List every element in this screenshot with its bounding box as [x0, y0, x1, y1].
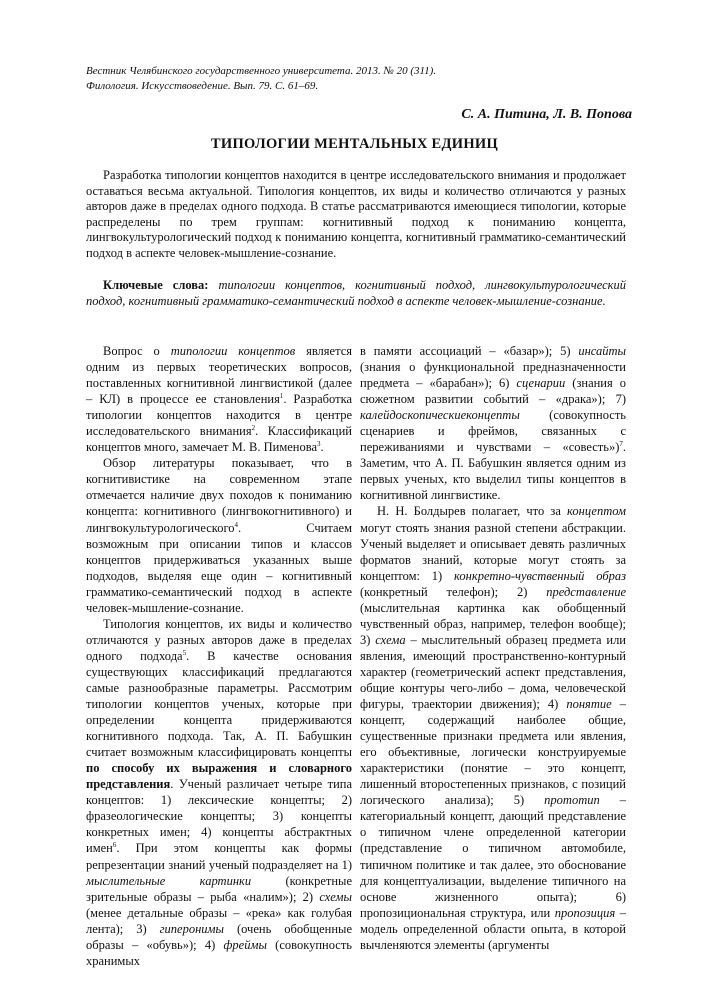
left-column	[86, 343, 352, 969]
journal-line-2: Филология. Искусствоведение. Вып. 79. С. 61–69.	[86, 80, 319, 92]
authors: С. А. Питина, Л. В. Попова	[461, 107, 632, 122]
abstract: Разработка типологии концептов находится в центре исследовательского внимания и продолжает оставаться весьма актуальной. Типология концептов, их виды и количество отличаются у разных авторов даже в пределах одного подхода. В статье рассматриваются имеющиеся типологии, которые распределены по трем группам: когнитивный подход к пониманию концепта, лингвокультурологический подход к пониманию концепта, когнитивный грамматико-семантический подход в аспекте человек-мышление-сознание.	[86, 168, 626, 260]
right-paragraph-2: Н. Н. Болдырев полагает, что за концептом могут стоять знания разной степени абстракции. Ученый выделяет и описывает девять различных форматов знаний, которые могут стоять за концептом: 1) конкретно-чувственный образ (конкретный телефон); 2) представление (мыслительная картинка как обобщенный чувственный образ, например, телефон вообще); 3) схема – мыслительный образец предмета или явления, имеющий пространственно-контурный характер (геометрический аспект представления, общие контуры чего-либо – дома, человеческой фигуры, траектории движения); 4) понятие – концепт, содержащий наиболее общие, существенные признаки предмета или явления, его объективные, логически конструируемые характеристики (понятие – это концепт, лишенный второстепенных признаков, с позиций логического анализа); 5) прототип – категориальный концепт, дающий представление о типичном члене определенной категории (представление о типичном автомобиле, типичном политике и так далее, это обоснование для концептуализации, выделение типичного на основе жизненного опыта); 6) пропозициональная структура, или пропозиция – модель определенной области опыта, в которой вычленяются элементы (аргументы	[360, 504, 627, 952]
journal-citation	[86, 64, 646, 94]
keywords-label: Ключевые слова:	[103, 278, 209, 292]
left-paragraph-1: Вопрос о типологии концептов является одним из первых теоретических вопросов, поставленных когнитивной лингвистикой (далее – КЛ) в процессе ее становления$^1$. Разработка типологии концептов находится в центре исследовательского внимания$^2$. Классификаций концептов много, замечает М. В. Пименова$^3$.	[86, 344, 353, 455]
right-column	[360, 343, 626, 953]
left-paragraph-3: Типология концептов, их виды и количество отличаются у разных авторов даже в пределах одного подхода$^5$. В качестве основания существующих классификаций предлагаются самые разнообразные параметры. Рассмотрим типологии концептов ученых, которые при определении концепта придерживаются когнитивного подхода. Так, А. П. Бабушкин считает возможным классифицировать концепты по способу их выражения и словарного представления. Ученый различает четыре типа концептов: 1) лексические концепты; 2) фразеологические концепты; 3) концепты конкретных имен; 4) концепты абстрактных имен$^6$. При этом концепты как формы репрезентации знаний ученый подразделяет на 1) мыслительные картинки (конкретные зрительные образы – рыба «налим»); 2) схемы (менее детальные образы – «река» как голубая лента); 3) гиперонимы (очень обобщенные образы – «обувь»); 4) фреймы (совокупность хранимых	[86, 616, 352, 968]
keywords	[86, 278, 626, 309]
right-paragraph-1: в памяти ассоциаций – «базар»); 5) инсайты (знания о функциональной предназначенности предмета – «барабан»); 6) сценарии (знания о сюжетном развитии событий – «драка»); 7) калейдоскопическиеконцепты (совокупность сценариев и фреймов, связанных с переживаниями и чувствами – «совесть»)$^7$. Заметим, что А. П. Бабушкин является одним из первых ученых, кто выделил типы концептов в когнитивной лингвистике.	[360, 344, 627, 503]
left-paragraph-2: Обзор литературы показывает, что в когнитивистике на современном этапе отмечается наличие двух походов к пониманию концепта: когнитивного (лингвокогнитивного) и лингвокультурологического$^4$. Считаем возможным при описании типов и классов концептов придерживаться указанных выше подходов, выделяя еще один – когнитивный грамматико-семантический подход в аспекте человек-мышление-сознание.	[86, 456, 352, 615]
article-title: ТИПОЛОГИИ МЕНТАЛЬНЫХ ЕДИНИЦ	[210, 136, 499, 152]
journal-line-1: Вестник Челябинского государственного университета. 2013. № 20 (311).	[86, 65, 437, 77]
keywords-text: типологии концептов, когнитивный подход, лингвокультурологический подход, когнитивный грамматико-семантический подход в аспекте человек-мышление-сознание.	[86, 278, 626, 308]
